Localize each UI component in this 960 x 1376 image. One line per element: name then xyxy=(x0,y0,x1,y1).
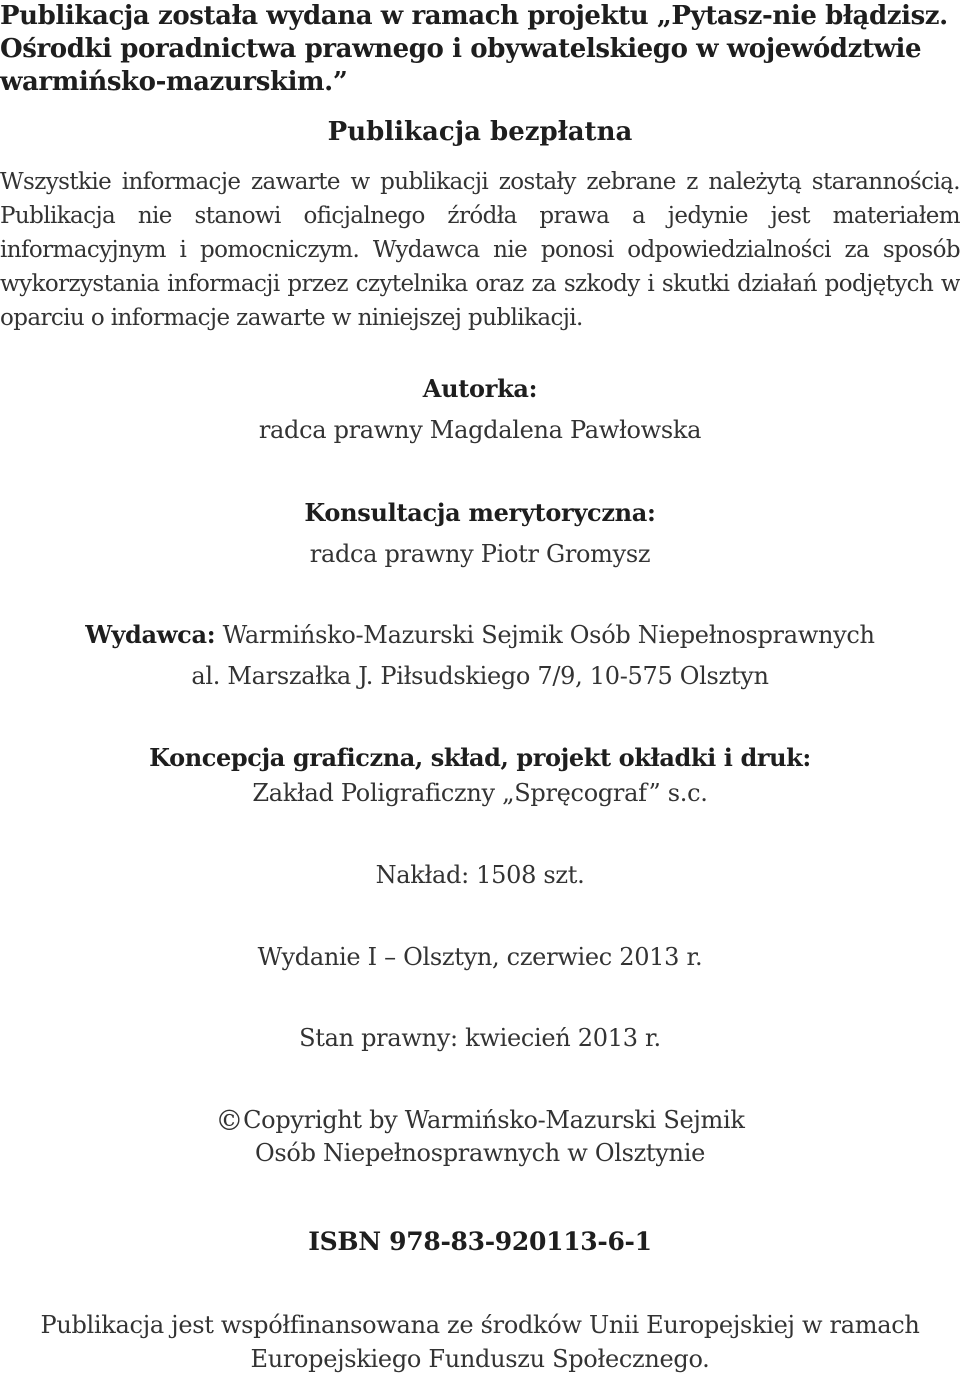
copyright-icon: © xyxy=(215,1104,244,1137)
funding-line-1: Publikacja jest współfinansowana ze środków Unii Europejskiej w ramach xyxy=(40,1311,920,1339)
author-name: radca prawny Magdalena Pawłowska xyxy=(258,416,702,444)
publisher-line xyxy=(0,618,960,652)
design-label: Koncepcja graficzna, skład, projekt okładki i druk: xyxy=(149,743,811,772)
edition-info: Wydanie I – Olsztyn, czerwiec 2013 r. xyxy=(257,943,703,971)
disclaimer-paragraph: Wszystkie informacje zawarte w publikacji zostały zebrane z należytą starannością. Publikacja nie stanowi oficjalnego źródła prawa a jedynie jest materiałem informacyjnym i pomocniczym. Wydawca nie ponosi odpowiedzialności za sposób wykorzystania informacji przez czytelnika oraz za szkody i skutki działań podjętych w oparciu o informacje zawarte w niniejszej publikacji. xyxy=(0,169,960,331)
legal-state: Stan prawny: kwiecień 2013 r. xyxy=(299,1024,661,1052)
consultation-name: radca prawny Piotr Gromysz xyxy=(309,540,651,568)
print-run: Nakład: 1508 szt. xyxy=(375,861,585,889)
funding-line-2: Europejskiego Funduszu Społecznego. xyxy=(250,1345,710,1373)
copyright-text-1: Copyright by Warmińsko-Mazurski Sejmik xyxy=(243,1106,745,1134)
publisher-address: al. Marszałka J. Piłsudskiego 7/9, 10-575 Olsztyn xyxy=(191,662,769,690)
design-name: Zakład Poligraficzny „Spręcograf” s.c. xyxy=(252,779,708,807)
isbn: ISBN 978-83-920113-6-1 xyxy=(308,1227,652,1256)
consultation-label: Konsultacja merytoryczna: xyxy=(304,498,656,527)
free-publication-heading: Publikacja bezpłatna xyxy=(327,117,633,147)
copyright-line-1 xyxy=(0,1103,960,1138)
project-intro: Publikacja została wydana w ramach projektu „Pytasz-nie błądzisz. Ośrodki poradnictwa prawnego i obywatelskiego w województwie warmińsko-mazurskim.” xyxy=(0,1,948,97)
copyright-line-2: Osób Niepełnosprawnych w Olsztynie xyxy=(255,1139,705,1167)
author-label: Autorka: xyxy=(422,374,538,403)
publisher-label: Wydawca: xyxy=(85,620,216,649)
publisher-name: Warmińsko-Mazurski Sejmik Osób Niepełnosprawnych xyxy=(222,621,875,649)
